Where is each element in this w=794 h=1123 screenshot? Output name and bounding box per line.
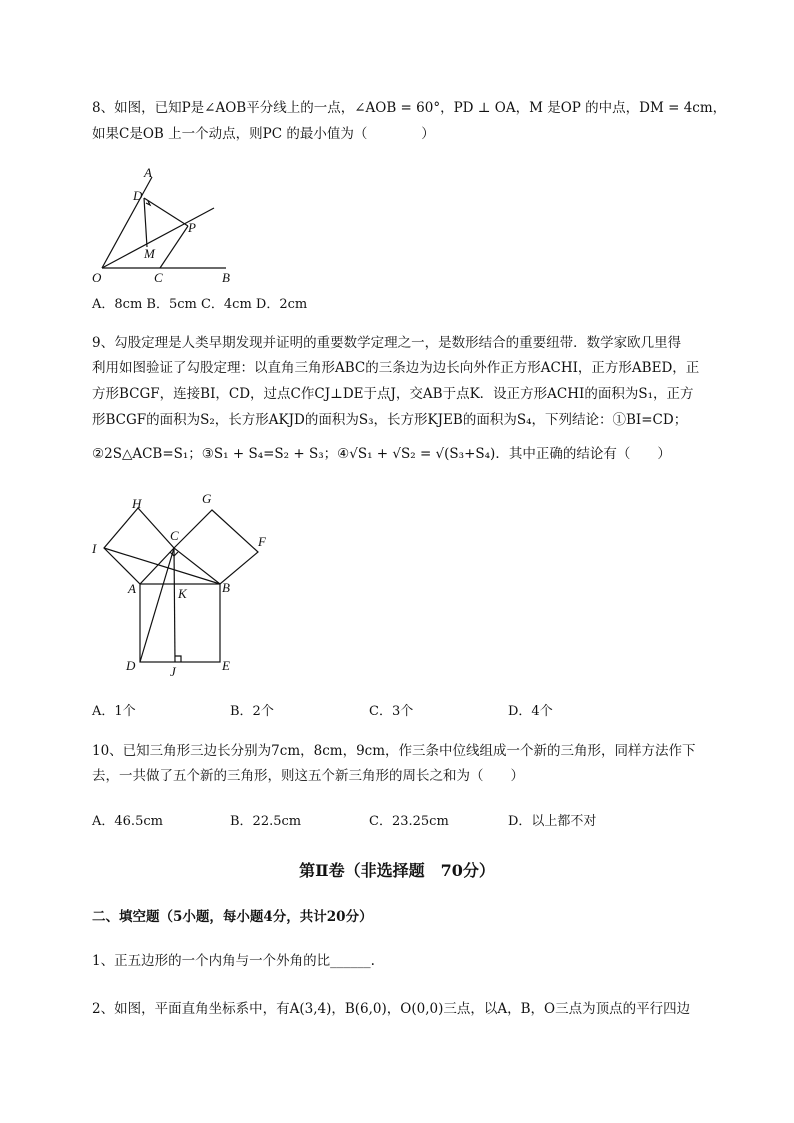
label-j: J: [170, 664, 176, 679]
q8-text-line1: 8、如图，已知P是∠AOB平分线上的一点，∠AOB = 60°，PD ⊥ OA，M 是OP 的中点，DM = 4cm，: [92, 100, 727, 116]
q10-text-line2: 去，一共做了五个新的三角形，则这五个新三角形的周长之和为（ ）: [92, 768, 524, 784]
label-a: A: [128, 581, 136, 596]
label-p: P: [188, 220, 196, 235]
square-achi: [104, 508, 174, 584]
q9-option-a: A．1个: [92, 704, 136, 719]
q10-text-line1: 10、已知三角形三边长分别为7cm，8cm，9cm，作三条中位线组成一个新的三角形，同样方法作下: [92, 743, 696, 759]
q9-text-line5: ②2S△ACB=S₁；③S₁ + S₄=S₂ + S₃；④√S₁ + √S₂ = √(S₃+S₄)．其中正确的结论有（ ）: [92, 446, 671, 462]
label-d: D: [133, 188, 143, 203]
q8-options: A．8cm B．5cm C．4cm D．2cm: [92, 297, 308, 312]
q9-option-c: C．3个: [369, 704, 414, 719]
part-heading: 二、填空题（5小题，每小题4分，共计20分）: [92, 909, 373, 925]
q8-text-line2: 如果C是OB 上一个动点，则PC 的最小值为（ ）: [92, 126, 435, 142]
label-g: G: [202, 491, 212, 506]
label-m: M: [144, 246, 155, 261]
q9-text-line4: 形BCGF的面积为S₂，长方形AKJD的面积为S₃，长方形KJEB的面积为S₄，下列结论：①BI=CD；: [92, 412, 688, 428]
q9-option-d: D．4个: [508, 704, 553, 719]
label-c: C: [170, 528, 179, 543]
label-e: E: [222, 658, 230, 673]
label-o: O: [92, 270, 102, 285]
fill-question-1: 1、正五边形的一个内角与一个外角的比______.: [92, 953, 375, 969]
q9-option-b: B．2个: [230, 704, 274, 719]
q8-figure: [88, 165, 238, 290]
segment-pd: [144, 198, 188, 226]
segment-cd: [140, 548, 174, 662]
q10-option-b: B．22.5cm: [230, 814, 302, 829]
q9-figure: [88, 488, 278, 680]
segment-cj: [174, 548, 175, 662]
segment-pc: [160, 226, 188, 268]
label-d: D: [126, 658, 136, 673]
label-b: B: [222, 270, 230, 285]
right-angle-j: [175, 656, 181, 662]
q9-text-line3: 方形BCGF，连接BI，CD，过点C作CJ⊥DE于点J，交AB于点K．设正方形ACHI的面积为S₁，正方: [92, 386, 694, 402]
square-bcgf: [174, 510, 258, 584]
label-a: A: [144, 165, 152, 180]
label-i: I: [92, 541, 97, 556]
q9-text-line1: 9、勾股定理是人类早期发现并证明的重要数学定理之一，是数形结合的重要纽带．数学家欧几里得: [92, 335, 682, 351]
label-f: F: [258, 534, 266, 549]
q9-text-line2: 利用如图验证了勾股定理：以直角三角形ABC的三条边为边长向外作正方形ACHI，正方形ABED，正: [92, 360, 700, 376]
segment-dm: [144, 198, 147, 247]
section-title: 第Ⅱ卷（非选择题 70分）: [299, 861, 495, 880]
label-k: K: [178, 586, 187, 601]
label-c: C: [154, 270, 163, 285]
q10-option-d: D．以上都不对: [508, 814, 597, 829]
label-b: B: [222, 580, 230, 595]
q10-option-a: A．46.5cm: [92, 814, 163, 829]
label-h: H: [132, 496, 142, 511]
fill-question-2: 2、如图，平面直角坐标系中，有A(3,4)，B(6,0)，O(0,0)三点，以A，B，O三点为顶点的平行四边: [92, 1001, 691, 1017]
q10-option-c: C．23.25cm: [369, 814, 449, 829]
